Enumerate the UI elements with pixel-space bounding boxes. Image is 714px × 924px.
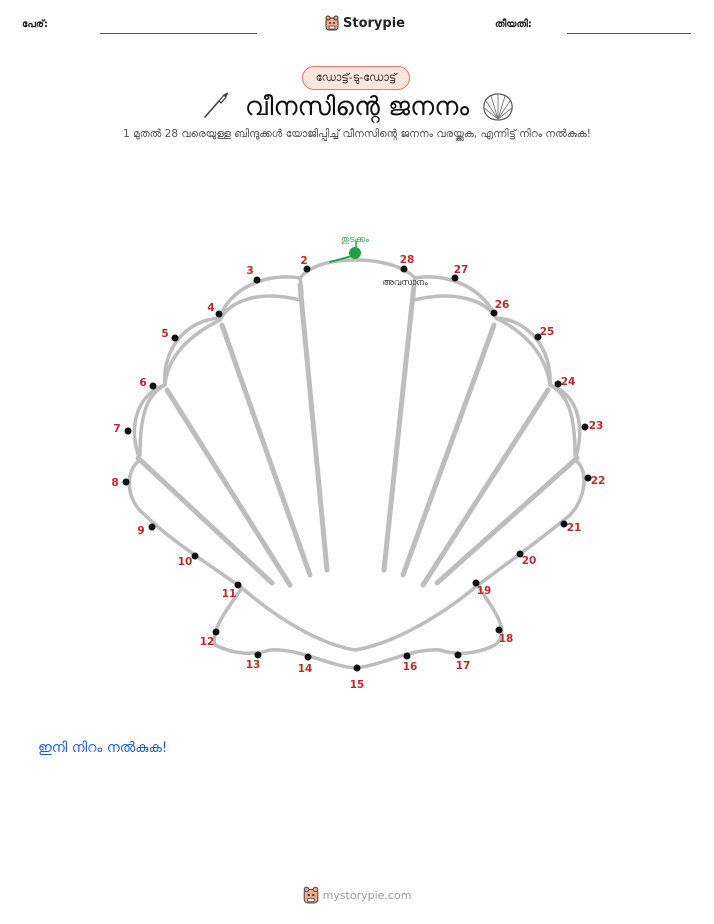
dot-23[interactable] <box>582 424 589 431</box>
numbered-dots <box>111 254 605 691</box>
dot-label: 6 <box>139 377 147 389</box>
dot-17[interactable] <box>455 652 462 659</box>
dot-label: 9 <box>137 525 145 537</box>
dot-label: 28 <box>399 254 415 266</box>
dot-12[interactable] <box>213 629 220 636</box>
dot-label: 7 <box>113 423 121 435</box>
dot-label: 13 <box>245 659 261 671</box>
dot-label: 16 <box>402 661 418 673</box>
dot-label: 25 <box>539 326 555 338</box>
dot-label: 8 <box>111 477 119 489</box>
dot-5[interactable] <box>172 335 179 342</box>
dot-28[interactable] <box>401 266 408 273</box>
dot-label: 3 <box>246 265 254 277</box>
dot-14[interactable] <box>305 654 312 661</box>
dot-label: 24 <box>560 376 576 388</box>
dot-9[interactable] <box>149 524 156 531</box>
date-label: തീയതി: <box>495 19 532 30</box>
dot-16[interactable] <box>404 653 411 660</box>
dot-4[interactable] <box>216 311 223 318</box>
dot-6[interactable] <box>150 383 157 390</box>
shell-outline <box>129 260 584 668</box>
dot-label: 17 <box>455 660 471 672</box>
dot-7[interactable] <box>125 428 132 435</box>
dot-8[interactable] <box>123 479 130 486</box>
dot-label: 26 <box>494 299 510 311</box>
dot-3[interactable] <box>254 277 261 284</box>
activity-badge: ഡോട്ട്-ടു-ഡോട്ട് <box>302 66 410 90</box>
color-prompt: ഇനി നിറം നൽകുക! <box>38 740 168 756</box>
dot-label: 18 <box>498 633 514 645</box>
dot-13[interactable] <box>255 652 262 659</box>
name-label: പേര്: <box>22 19 48 30</box>
dot-label: 14 <box>297 663 313 675</box>
shell-inner-curves <box>140 278 575 650</box>
dot-label: 19 <box>476 585 492 597</box>
start-label: തുടക്കം <box>340 235 370 245</box>
dot-15[interactable] <box>354 665 361 672</box>
dot-label: 11 <box>221 588 237 600</box>
start-marker <box>330 235 369 262</box>
dot-label: 15 <box>349 679 365 691</box>
dot-label: 4 <box>207 302 215 314</box>
dot-10[interactable] <box>192 553 199 560</box>
brand-name: Storypie <box>343 15 405 31</box>
dot-label: 10 <box>177 556 193 568</box>
end-label: അവസാനം <box>382 278 428 288</box>
page-title: വീനസിന്റെ ജനനം <box>244 92 470 122</box>
instructions: 1 മുതൽ 28 വരെയുള്ള ബിന്ദുക്കൾ യോജിപ്പിച്ച് വീനസിന്റെ ജനനം വരയ്ക്കുക, എന്നിട്ട് നിറം നൽകുക! <box>123 128 591 140</box>
dot-label: 21 <box>566 522 582 534</box>
dot-label: 2 <box>300 255 308 267</box>
dot-label: 5 <box>161 328 169 340</box>
mascot-icon <box>303 886 319 904</box>
dot-label: 27 <box>453 264 469 276</box>
dot-label: 20 <box>521 555 537 567</box>
dot-label: 23 <box>588 420 604 432</box>
footer <box>0 884 714 906</box>
start-dot[interactable] <box>349 247 361 259</box>
footer-url[interactable]: mystorypie.com <box>322 888 412 902</box>
dot-label: 22 <box>590 475 606 487</box>
dot-label: 12 <box>199 636 215 648</box>
